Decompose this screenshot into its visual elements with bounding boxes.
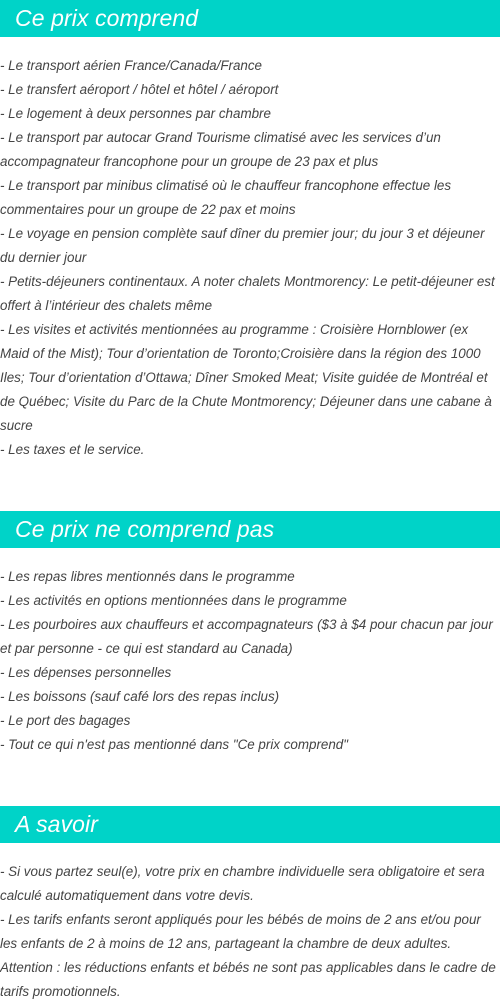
list-item: - Le transport par autocar Grand Tourisme climatisé avec les services d’un accompagnateur francophone pour un groupe de 23 pax et plus — [0, 130, 441, 169]
list-item: - Les activités en options mentionnées dans le programme — [0, 593, 347, 608]
list-item: - Tout ce qui n'est pas mentionné dans "Ce prix comprend" — [0, 737, 349, 752]
list-item: - Les repas libres mentionnés dans le programme — [0, 569, 295, 584]
list-item: - Les visites et activités mentionnées au programme : Croisière Hornblower (ex Maid of the Mist); Tour d’orientation de Toronto;Croisière dans la région des 1000 Iles; Tour d’orientation d’Ottawa; Dîner Smoked Meat; Visite guidée de Montréal et de Québec; Visite du Parc de la Chute Montmorency; Déjeuner dans une cabane à sucre — [0, 322, 492, 433]
info-list — [0, 860, 500, 1004]
included-list — [0, 54, 500, 462]
list-item: - Le logement à deux personnes par chambre — [0, 106, 271, 121]
list-item: - Petits-déjeuners continentaux. A noter chalets Montmorency: Le petit-déjeuner est offert à l’intérieur des chalets même — [0, 274, 495, 313]
list-item: - Si vous partez seul(e), votre prix en chambre individuelle sera obligatoire et sera calculé automatiquement dans votre devis. — [0, 864, 485, 903]
section-header-ce-prix-ne-comprend-pas — [0, 511, 500, 548]
list-item: - Le transport aérien France/Canada/France — [0, 58, 263, 73]
list-item: - Les dépenses personnelles — [0, 665, 172, 680]
section-header-ce-prix-comprend — [0, 0, 500, 37]
list-item: - Les pourboires aux chauffeurs et accompagnateurs ($3 à $4 pour chacun par jour et par personne - ce qui est standard au Canada) — [0, 617, 493, 656]
list-item: - Les taxes et le service. — [0, 442, 145, 457]
list-item: - Les tarifs enfants seront appliqués pour les bébés de moins de 2 ans et/ou pour les enfants de 2 à moins de 12 ans, partageant la chambre de deux adultes. — [0, 912, 481, 951]
section-header-a-savoir — [0, 806, 500, 843]
section-title: Ce prix ne comprend pas — [15, 516, 275, 542]
section-title: A savoir — [15, 811, 99, 837]
list-item: Attention : les réductions enfants et bébés ne sont pas applicables dans le cadre de tarifs promotionnels. — [0, 960, 496, 999]
list-item: - Le transport par minibus climatisé où le chauffeur francophone effectue les commentaires pour un groupe de 22 pax et moins — [0, 178, 452, 217]
excluded-list — [0, 565, 500, 757]
list-item: - Le voyage en pension complète sauf dîner du premier jour; du jour 3 et déjeuner du dernier jour — [0, 226, 485, 265]
section-title: Ce prix comprend — [15, 5, 199, 31]
list-item: - Le port des bagages — [0, 713, 131, 728]
list-item: - Le transfert aéroport / hôtel et hôtel / aéroport — [0, 82, 279, 97]
list-item: - Les boissons (sauf café lors des repas inclus) — [0, 689, 280, 704]
